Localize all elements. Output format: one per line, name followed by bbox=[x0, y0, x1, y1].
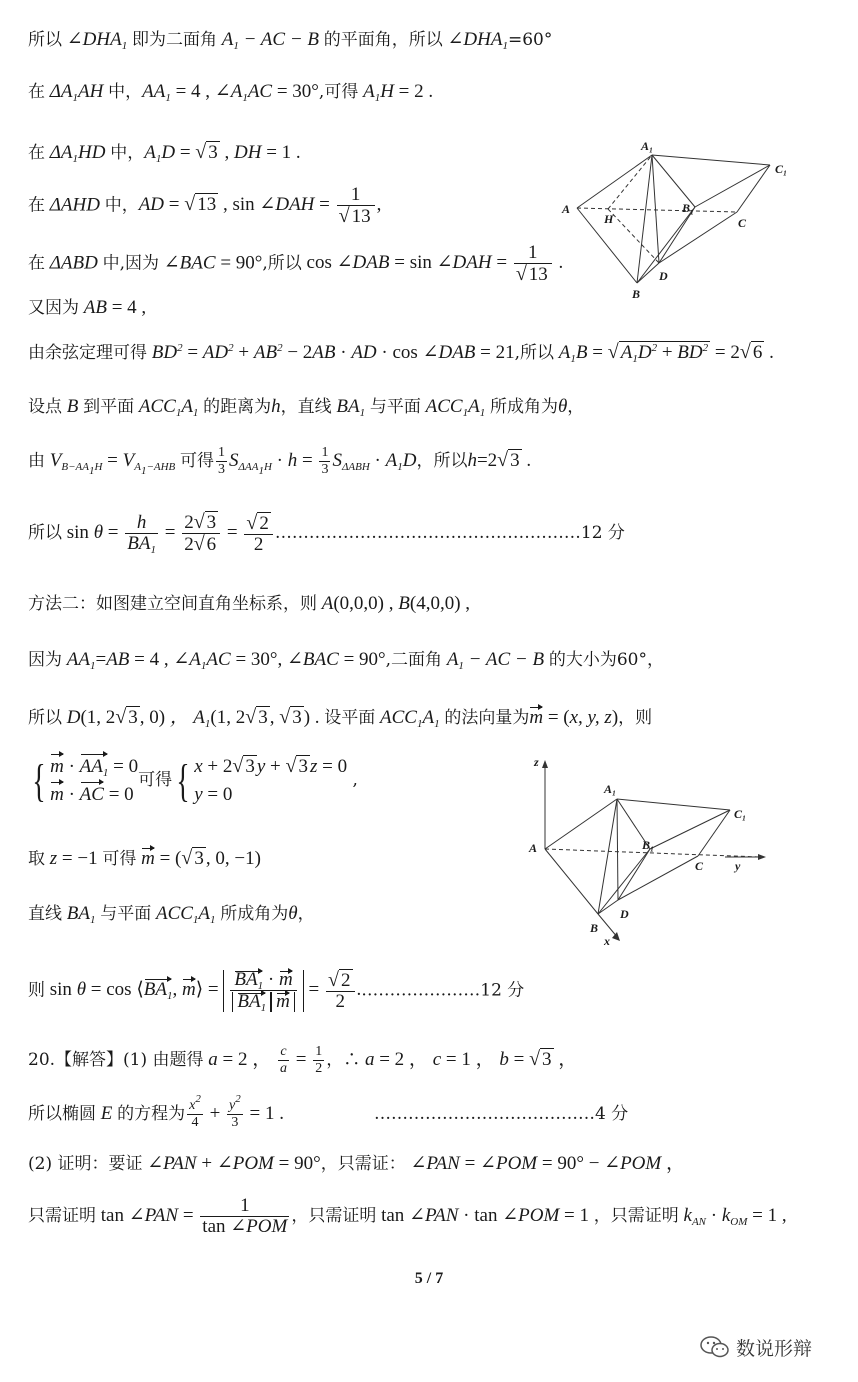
svg-text:C: C bbox=[695, 859, 704, 873]
line-3: 在 $\Delta A_1HD$ 中，$A_1D$ = √ 3 , DH = 1 . bbox=[28, 141, 301, 165]
line-2: 在 $\Delta A_1AH$ 中，$AA_1 = 4$ , $\angle A_1AC = 30^\circ$,可得 $A_1H = 2$ . bbox=[28, 81, 434, 104]
text: 所成角为 bbox=[489, 397, 558, 417]
text: 的大小为 bbox=[548, 650, 617, 670]
text: 所以 bbox=[28, 522, 62, 543]
line-21: 只需证明 tan ∠PAN = $\frac{1}{\text{tan ∠POM}}$ ，只需证明 tan ∠PAN · tan ∠POM = 1 ，只需证明 $k_{AN} \cdot k_{OM} = 1$ , bbox=[28, 1195, 787, 1237]
line-10: 所以 sin θ = $\frac{h}{BA_1}$ = $\frac{2√ 3}{2√ 6}$ = $\frac{√ 2}{2}$ ………………………………………………12 分 bbox=[28, 511, 625, 556]
svg-text:C₁: C₁ bbox=[775, 162, 788, 176]
line-12: 因为 $AA_1=AB = 4$ , $\angle A_1AC = 30^\circ$, ∠BAC = 90°,二面角 $A_1$ − AC − B 的大小为60°， bbox=[28, 649, 664, 672]
text: ,可得 bbox=[318, 82, 359, 102]
line-9: 由 $V_{B-AA_1H} = V_{A_1-AHB}$ 可得 $\frac{1}{3}$ $S_{\Delta AA_1H} \cdot h$ = $\frac{1}{3}$ $S_{\Delta ABH} \cdot A_1D$，所以h=2√ 3 . bbox=[28, 445, 532, 477]
svg-text:z: z bbox=[534, 755, 539, 769]
pyramid-figure-2 bbox=[520, 752, 770, 952]
svg-text:B: B bbox=[590, 921, 599, 935]
svg-text:C: C bbox=[738, 216, 747, 230]
text: (2) 证明：要证 bbox=[28, 1154, 143, 1174]
text: ，所以 bbox=[416, 450, 468, 471]
text: 由余弦定理可得 bbox=[28, 343, 147, 363]
text: 中,因为 bbox=[102, 253, 159, 274]
text: 只需证明 bbox=[28, 1205, 96, 1226]
text: 到平面 bbox=[83, 397, 135, 417]
text: ,二面角 bbox=[385, 650, 443, 670]
text: 方法二：如图建立空间直角坐标系，则 bbox=[28, 594, 317, 614]
line-20: (2) 证明：要证 ∠PAN + ∠POM = 90°，只需证： ∠PAN = ∠POM = 90° − ∠POM ， bbox=[28, 1153, 685, 1174]
text: 可得 bbox=[138, 769, 173, 790]
svg-text:B₁: B₁ bbox=[682, 201, 695, 215]
text: 的平面角，所以 bbox=[323, 30, 443, 50]
line-4: 在 ΔAHD 中，AD = √ 13 , sin ∠DAH = $\frac{1}{√ 13}$ , bbox=[28, 184, 382, 227]
wechat-icon bbox=[700, 1336, 730, 1363]
text: ，只需证明 bbox=[291, 1205, 377, 1226]
text: …………………………………4 分 bbox=[373, 1103, 629, 1124]
text: 所成角为 bbox=[220, 904, 289, 924]
text: 的法向量为 bbox=[444, 708, 530, 728]
text: ，只需证： bbox=[320, 1154, 406, 1174]
pyramid-figure-1 bbox=[555, 135, 805, 305]
text: 可得 bbox=[102, 849, 137, 869]
page-number: 5 / 7 bbox=[414, 1270, 444, 1287]
svg-text:A₁: A₁ bbox=[604, 782, 617, 796]
text: 由 bbox=[28, 450, 45, 471]
text: 设点 bbox=[28, 397, 62, 417]
svg-text:H: H bbox=[604, 212, 614, 226]
line-19: 所以椭圆 E 的方程为 $\frac{x^2}{4}$ + $\frac{y^2}{3}$ = 1 . …………………………………4 分 bbox=[28, 1093, 629, 1130]
line-11: 方法二：如图建立空间直角坐标系，则 A(0,0,0) , B(4,0,0) , bbox=[28, 593, 471, 614]
text: 与平面 bbox=[369, 397, 421, 417]
line-6: 又因为 AB = 4 , bbox=[28, 297, 147, 318]
text: 设平面 bbox=[324, 708, 376, 728]
text: 在 bbox=[28, 82, 45, 102]
text: 则 bbox=[28, 980, 45, 1001]
svg-text:C₁: C₁ bbox=[734, 807, 747, 821]
svg-text:D: D bbox=[620, 907, 629, 921]
text: 取 bbox=[28, 849, 45, 869]
text: 中， bbox=[104, 195, 139, 216]
text: 在 bbox=[28, 143, 45, 163]
watermark-text: 数说形辩 bbox=[736, 1338, 813, 1360]
line-7: 由余弦定理可得 $BD^2 = AD^2 + AB^2 - 2AB$ · AD · cos ∠DAB = 21,所以 $A_1B$ = √ $A_1D^2 + BD^2 = 2√$ 6 . bbox=[28, 341, 774, 365]
watermark bbox=[700, 1334, 850, 1362]
text: ，则 bbox=[618, 708, 653, 728]
line-14: { $m \cdot AA_1 = 0$ m · AC = 0可得{ x + 2√ 3 y + √ 3 z = 0 y = 0 , bbox=[28, 752, 358, 809]
line-16: 直线 $BA_1$ 与平面 $ACC_1A_1$ 所成角为θ， bbox=[28, 903, 315, 926]
svg-text:x: x bbox=[604, 934, 610, 948]
text: 在 bbox=[28, 195, 45, 216]
text: 可得 bbox=[180, 450, 215, 471]
svg-text:A: A bbox=[529, 841, 538, 855]
text: ，直线 bbox=[280, 397, 332, 417]
text: …………………12 分 bbox=[361, 980, 525, 1001]
text: 因为 bbox=[28, 650, 62, 670]
text: ,所以 bbox=[514, 343, 555, 363]
text: ………………………………………………12 分 bbox=[274, 522, 625, 543]
text: 中， bbox=[108, 82, 143, 102]
text: 中， bbox=[110, 143, 145, 163]
line-1: 所以 $\angle DHA_1$ 即为二面角 $A_1$ − AC − B 的平面角，所以 $\angle DHA_1=60^\circ$ bbox=[28, 29, 553, 52]
svg-text:B: B bbox=[632, 287, 641, 301]
text: 与平面 bbox=[100, 904, 152, 924]
text: 又因为 bbox=[28, 298, 79, 318]
line-18: 20.【解答】(1) 由题得 a = 2 ， $\frac{c}{a}$ = $\frac{1}{2}$ ，∴ a = 2 ， c = 1 ， b = √ 3 ， bbox=[28, 1044, 578, 1076]
svg-text:A₁: A₁ bbox=[641, 139, 654, 153]
line-17: 则 $\sin \theta = \cos ⟨BA_1$, m⟩ = $\frac{BA_1 \cdot m}{BA_1 m}$ = $\frac{√ 2}{2}$ .…………………12 分 bbox=[28, 969, 525, 1014]
text: 所以 bbox=[28, 708, 62, 728]
text: ,所以 bbox=[262, 253, 302, 274]
text: 的距离为 bbox=[203, 397, 272, 417]
text: 在 bbox=[28, 253, 45, 274]
svg-text:B₁: B₁ bbox=[642, 838, 655, 852]
line-13: 所以 D(1, 2√ 3 , 0) ， $A_1(1$, 2√ 3 , √ 3 ) . 设平面 $ACC_1A_1$ 的法向量为m = (x, y, z)，则 bbox=[28, 706, 653, 730]
svg-text:A: A bbox=[562, 202, 571, 216]
svg-text:y: y bbox=[735, 859, 741, 873]
text: 的方程为 bbox=[117, 1103, 186, 1124]
text: ，∴ bbox=[326, 1049, 361, 1070]
text: 直线 bbox=[28, 904, 62, 924]
text: 20.【解答】(1) 由题得 bbox=[28, 1049, 204, 1070]
text: 所以椭圆 bbox=[28, 1103, 96, 1124]
text: ，只需证明 bbox=[593, 1205, 679, 1226]
text: 即为二面角 bbox=[131, 30, 217, 50]
text: 所以 bbox=[28, 30, 62, 50]
svg-text:D: D bbox=[659, 269, 668, 283]
line-8: 设点 B 到平面 $ACC_1A_1$ 的距离为h，直线 $BA_1$ 与平面 $ACC_1A_1$ 所成角为θ， bbox=[28, 396, 585, 419]
line-15: 取 z = −1 可得 m = (√ 3 , 0, −1) bbox=[28, 847, 261, 869]
line-5: 在 ΔABD 中,因为 ∠BAC = 90°,所以 cos ∠DAB = sin ∠DAH = $\frac{1}{√ 13}$ . bbox=[28, 242, 564, 285]
